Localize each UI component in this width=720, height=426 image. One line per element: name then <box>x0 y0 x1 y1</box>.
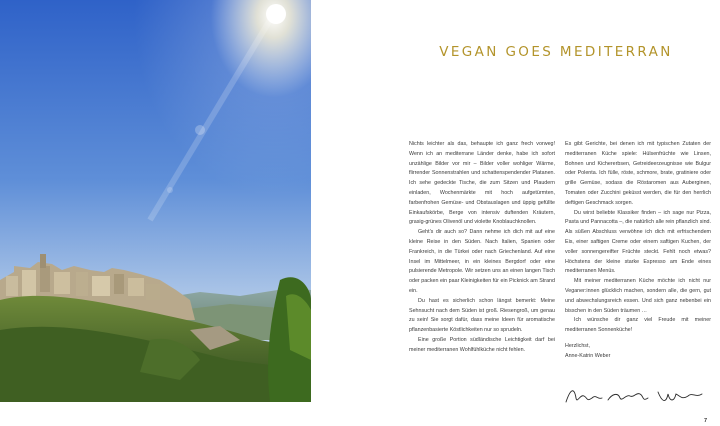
page-number: 7 <box>704 418 708 424</box>
paragraph: Nichts leichter als das, behaupte ich ganz frech vorweg! Wenn ich an mediterrane Länder denke, habe ich sofort unzählige Bilder vor mir – Bilder voller wohliger Wärme, flirrender Sonnenstrahlen und schattenspendender Platanen. Ich sehe gedeckte Tische, die zum Sitzen und Plaudern einladen, Wochenmärkte mit hoch aufgetürmten, farbenfrohen Gemüse- und Obstauslagen und üppig gefüllte Einkaufskörbe, Berge von intensiv duftenden Kräutern, grasig-grünes Olivenöl und violette Knoblauchknollen. <box>409 141 555 226</box>
author-name: Anne-Katrin Weber <box>565 352 611 359</box>
closing-block <box>565 342 711 362</box>
closing: Herzlichst, <box>565 342 590 349</box>
paragraph: Geht’s dir auch so? Dann nehme ich dich mit auf eine kleine Reise in den Süden. Nach Italien, Spanien oder Frankreich, in die Türkei oder nach Griechenland. Auf eine Insel im Mittelmeer, in ein kleines Bergdorf oder eine pulsierende Metropole. Wir setzen uns an einen langen Tisch oder packen ein paar Kleinigkeiten für ein Picknick am Strand ein. <box>409 229 555 294</box>
paragraph: Mit meiner mediterranen Küche möchte ich nicht nur Veganer:innen glücklich machen, sondern alle, die gern, gut und abwechslungsreich essen. Und sich ganz nebenbei ein bisschen in den Süden träumen … <box>565 278 711 314</box>
paragraph: Es gibt Gerichte, bei denen ich mit typischen Zutaten der mediterranen Küche spiele: Hülsenfrüchte wie Linsen, Bohnen und Kichererbsen, Getreideerzeugnisse wie Bulgur oder Polenta. Ich fülle, röste, schmore, brate, gratiniere oder grille Gemüse, sodass die Röstaromen aus Auberginen, Tomaten oder Zucchini geküsst werden, die für den herrlich deftigen Geschmack sorgen. <box>565 141 711 206</box>
handwritten-signature <box>562 380 712 410</box>
paragraph: Du hast es sicherlich schon längst bemerkt: Meine Sehnsucht nach dem Süden ist groß. Riesengroß, um genau zu sein! Sie sorgt dafür, dass meine Ideen für aromatische pflanzenbasierte Köstlichkeiten nur so sprudeln. <box>409 297 555 334</box>
landscape-photo <box>0 0 311 402</box>
paragraph: Ich wünsche dir ganz viel Freude mit meiner mediterranen Sonnenküche! <box>565 317 711 334</box>
text-column-right <box>565 140 711 362</box>
paragraph: Eine große Portion südländische Leichtigkeit darf bei meiner mediterranen Wohlfühlküche nicht fehlen. <box>409 336 555 353</box>
paragraph: Du wirst beliebte Klassiker finden – ich sage nur Pizza, Pasta und Pannacotta –, die natürlich alle rein pflanzlich sind. Als süßen Abschluss verwöhne ich dich mit erfrischendem Eis, einer saftigen Creme oder einem saftigen Kuchen, der voller sonnengereifter Früchte steckt. Fehlt noch etwas? Höchstens der kleine starke Espresso am Ende eines mediterranen Menüs. <box>565 209 711 275</box>
page-title: VEGAN GOES MEDITERRAN <box>439 44 673 60</box>
text-column-left <box>409 140 555 356</box>
